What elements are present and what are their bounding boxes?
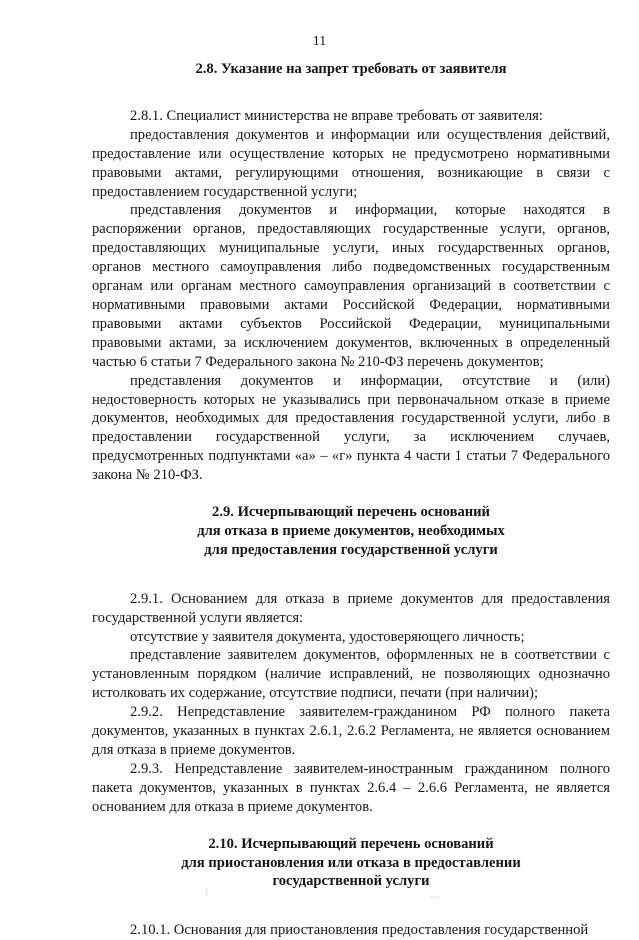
section-2-9-title-line-2: для отказа в приеме документов, необходимых	[197, 522, 505, 539]
paragraph-2-8-item-2: представления документов и информации, которые находятся в распоряжении органов, предоставляющих государственные услуги, органов, предоставляющих муниципальные услуги, иных государственных органов, органов местного самоуправления либо подведомственных государственным органам или органам местного самоуправления организаций в соответствии с нормативными правовыми актами Российской Федерации, нормативными правовыми актами субъектов Российской Федерации, муниципальными правовыми актами, за исключением документов, включенных в определенный частью 6 статьи 7 Федерального закона № 210-ФЗ перечень документов;	[92, 202, 610, 370]
section-2-8-heading	[92, 60, 610, 79]
page-body	[92, 60, 610, 940]
section-2-9-title-line-1: 2.9. Исчерпывающий перечень оснований	[212, 504, 490, 521]
paragraph-2-9-1: 2.9.1. Основанием для отказа в приеме документов для предоставления государственной услуги является:	[92, 590, 610, 626]
paragraph-2-8-item-3: представления документов и информации, отсутствие и (или) недостоверность которых не указывались при первоначальном отказе в приеме документов, необходимых для предоставления государственной услуги, либо в предоставлении государственной услуги, за исключением случаев, предусмотренных подпунктами «а» – «г» пункта 4 части 1 статьи 7 Федерального закона № 210-ФЗ.	[92, 372, 610, 484]
paragraph-2-8-item-1: предоставления документов и информации или осуществления действий, предоставление или осуществление которых не предусмотрено нормативными правовыми актами, регулирующими отношения, возникающие в связи с предоставлением государственной услуги;	[92, 126, 610, 200]
paragraph-2-9-item-1: отсутствие у заявителя документа, удостоверяющего личность;	[130, 628, 525, 645]
section-2-8-title: 2.8. Указание на запрет требовать от заявителя	[195, 61, 507, 77]
section-2-10-heading	[92, 835, 610, 892]
section-2-10-title-line-2: для приостановления или отказа в предоставлении	[181, 854, 521, 871]
scan-speck: ⋯	[430, 891, 441, 903]
section-2-10-title-line-3: государственной услуги	[272, 873, 430, 890]
paragraph-2-9-3: 2.9.3. Непредставление заявителем-иностранным гражданином полного пакета документов, указанных в пунктах 2.6.4 – 2.6.6 Регламента, не является основанием для отказа в приеме документов.	[92, 760, 610, 815]
section-2-9-heading	[92, 503, 610, 560]
scan-speck: ⁝	[205, 887, 209, 899]
section-2-9-title-line-3: для предоставления государственной услуги	[204, 541, 498, 558]
section-2-10-title-line-1: 2.10. Исчерпывающий перечень оснований	[208, 835, 494, 852]
paragraph-2-8-1: 2.8.1. Специалист министерства не вправе требовать от заявителя:	[130, 107, 543, 124]
paragraph-2-9-2: 2.9.2. Непредставление заявителем-гражданином РФ полного пакета документов, указанных в пунктах 2.6.1, 2.6.2 Регламента, не является основанием для отказа в приеме документов.	[92, 704, 610, 758]
page-number: 11	[312, 34, 327, 49]
paragraph-2-9-item-2: представление заявителем документов, оформленных не в соответствии с установленным порядком (наличие исправлений, не позволяющих однозначно истолковать их содержание, отсутствие подписи, печати (при наличии);	[92, 647, 610, 702]
paragraph-2-10-1: 2.10.1. Основания для приостановления предоставления государственной	[130, 922, 589, 939]
